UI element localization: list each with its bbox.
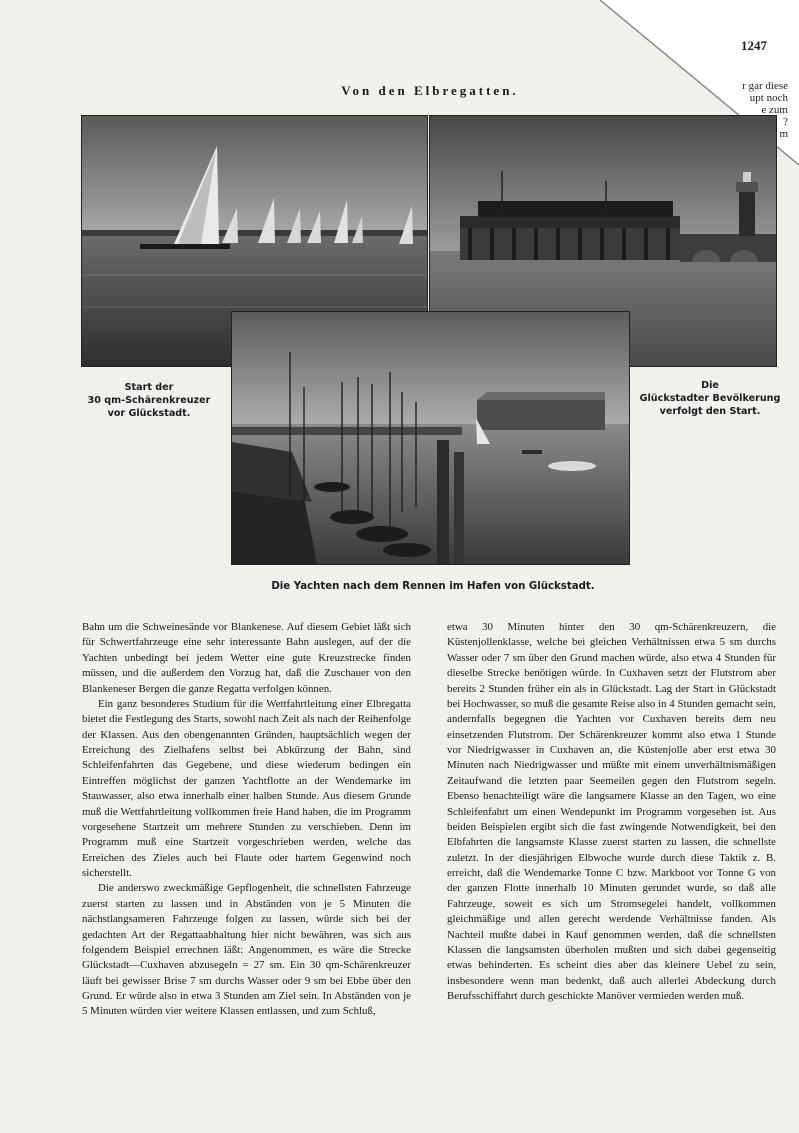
paragraph: Die anderswo zweckmäßige Gepflogenheit, die schnellsten Fahrzeuge zuerst starten zu lassen und in Abständen von je 5 Minuten die nächstlangsameren Fahrzeuge folgen zu lassen, würde sich bei der gedachten Art der Regattaabhaltung hier nicht bewähren, was sich aus folgendem Beispiel errechnen läßt: Angenommen, es wäre die Strecke Glückstadt—Cuxhaven abzusegeln = 27 sm. Ein 30 qm-Schärenkreuzer läuft bei gewisser Brise 7 sm durchs Wasser oder 9 sm bei Ebbe über den Grund. Er würde also in etwa 3 Stunden am Ziel sein. In Abständen von je 5 Minuten würden vier weitere Klassen entlassen, und zum Schluß, — [82, 882, 411, 1018]
caption-line: Die — [701, 380, 719, 391]
caption-regatta-start — [84, 381, 214, 420]
page-number: 1247 — [741, 38, 767, 53]
text-column-right — [447, 620, 776, 1004]
bleed-line: r gar diese — [742, 80, 788, 92]
caption-yachts-in-harbour: Die Yachten nach dem Rennen im Hafen von Glückstadt. — [271, 581, 595, 592]
caption-line: vor Glückstadt. — [107, 408, 191, 419]
caption-crowd-on-pier — [636, 379, 784, 418]
caption-line: Start der — [124, 382, 174, 393]
text-column-left — [82, 620, 411, 1020]
article-heading: Von den Elbregatten. — [341, 83, 519, 98]
bleed-line: upt noch — [749, 92, 788, 104]
caption-line: verfolgt den Start. — [659, 406, 761, 417]
caption-line: 30 qm-Schärenkreuzer — [87, 395, 211, 406]
bleed-line: m — [779, 128, 788, 140]
bleed-line: ? — [783, 116, 788, 128]
paragraph: etwa 30 Minuten hinter den 30 qm-Schärenkreuzern, die Küstenjollenklasse, welche bei gleichen Verhältnissen etwa 5 sm durchs Wasser oder 7 sm über den Grund machen würde, also etwa 4 Stunden für dieselbe Strecke benötigen würde. In Cuxhaven setzt der Flutstrom aber bereits 2 Stunden früher ein als in Glückstadt. Lag der Start in Glückstadt bei Hochwasser, so muß die gesamte Reise also in 4 Stunden gemacht sein, andernfalls begegnen die Yachten vor Cuxhaven bereits dem neu einsetzenden Flutstrom. Der Schärenkreuzer kommt also etwa 1 Stunde vor Niedrigwasser in Cuxhaven an, die Küstenjolle aber erst etwa 30 Minuten nach Niedrigwasser und müßte mit einem unverhältnismäßigen Zeitaufwand die letzten paar Seemeilen gegen den Flutstrom segeln. Ebenso benachteiligt wäre die langsamere Klasse an den Tagen, wo eine Schleifenfahrt um einen Wendepunkt im Programm vorgesehen ist. Aus beiden Beispielen ergibt sich die fast zwingende Notwendigkeit, bei den Elbfahrten die langsamste Klasse zuerst starten zu lassen, die schnellste zuletzt. In der diesjährigen Elbwoche wurde durch diese Taktik z. B. erreicht, daß die Wendemarke Tonne C bzw. Markboot vor Tonne G von der ganzen Flotte innerhalb 10 Minuten gerundet wurde, so daß alle Fahrzeuge, soweit es sich um Stromsegelei handelt, vollkommen gleichmäßige und allen gerecht werdende Verhältnisse fanden. Als Nachteil mußte dabei in Kauf genommen werden, daß die schnellsten Klassen die langsamsten überholen mußten und sich dabei gegenseitig etwas behinderten. Es scheint dies aber das kleinere Uebel zu sein, insbesondere wenn man bedenkt, daß auch allerlei Abdeckung durch Berufsschiffahrt durch geschickte Manöver vermieden werden muß. — [447, 621, 776, 1002]
bleed-line: e zum — [761, 104, 788, 116]
paragraph: Bahn um die Schweinesände vor Blankenese. Auf diesem Gebiet läßt sich für Schwertfahrzeuge eine sehr interessante Bahn auslegen, auf der die Yachten unbedingt bei jedem Wetter eine gute Kreuzstrecke finden müssen, und die außerdem den Vorzug hat, daß die Zuschauer von den Blankeneser Bergen die ganze Regatta verfolgen können. — [82, 621, 411, 695]
photo-yachts-in-harbour — [231, 311, 630, 565]
caption-line: Glückstadter Bevölkerung — [639, 393, 781, 404]
paragraph: Ein ganz besonderes Studium für die Wettfahrtleitung einer Elbregatta bietet die Festlegung des Starts, sowohl nach Zeit als nach der Reihenfolge der Klassen. Aus den obengenannten Gründen, hauptsächlich wegen der Erreichung des Zielhafens selbst bei Abkürzung der Bahn, sind Schleifenfahrten das Gegebene, und diese wiederum bedingen ein Eintreffen möglichst der ganzen Yachtflotte an der Wendemarke im Stauwasser, also etwa innerhalb einer halben Stunde. Aus diesem Grunde muß die Wettfahrtleitung vollkommen freie Hand haben, die im Programm vorgesehene Startzeit um mehrere Stunden zu verschieben. Denn im Programm muß eine Startzeit vorgeschrieben werden, welche das Erreichen des Zieles auch bei Flaute oder hartem Gegenwind noch sicherstellt. — [82, 697, 411, 879]
